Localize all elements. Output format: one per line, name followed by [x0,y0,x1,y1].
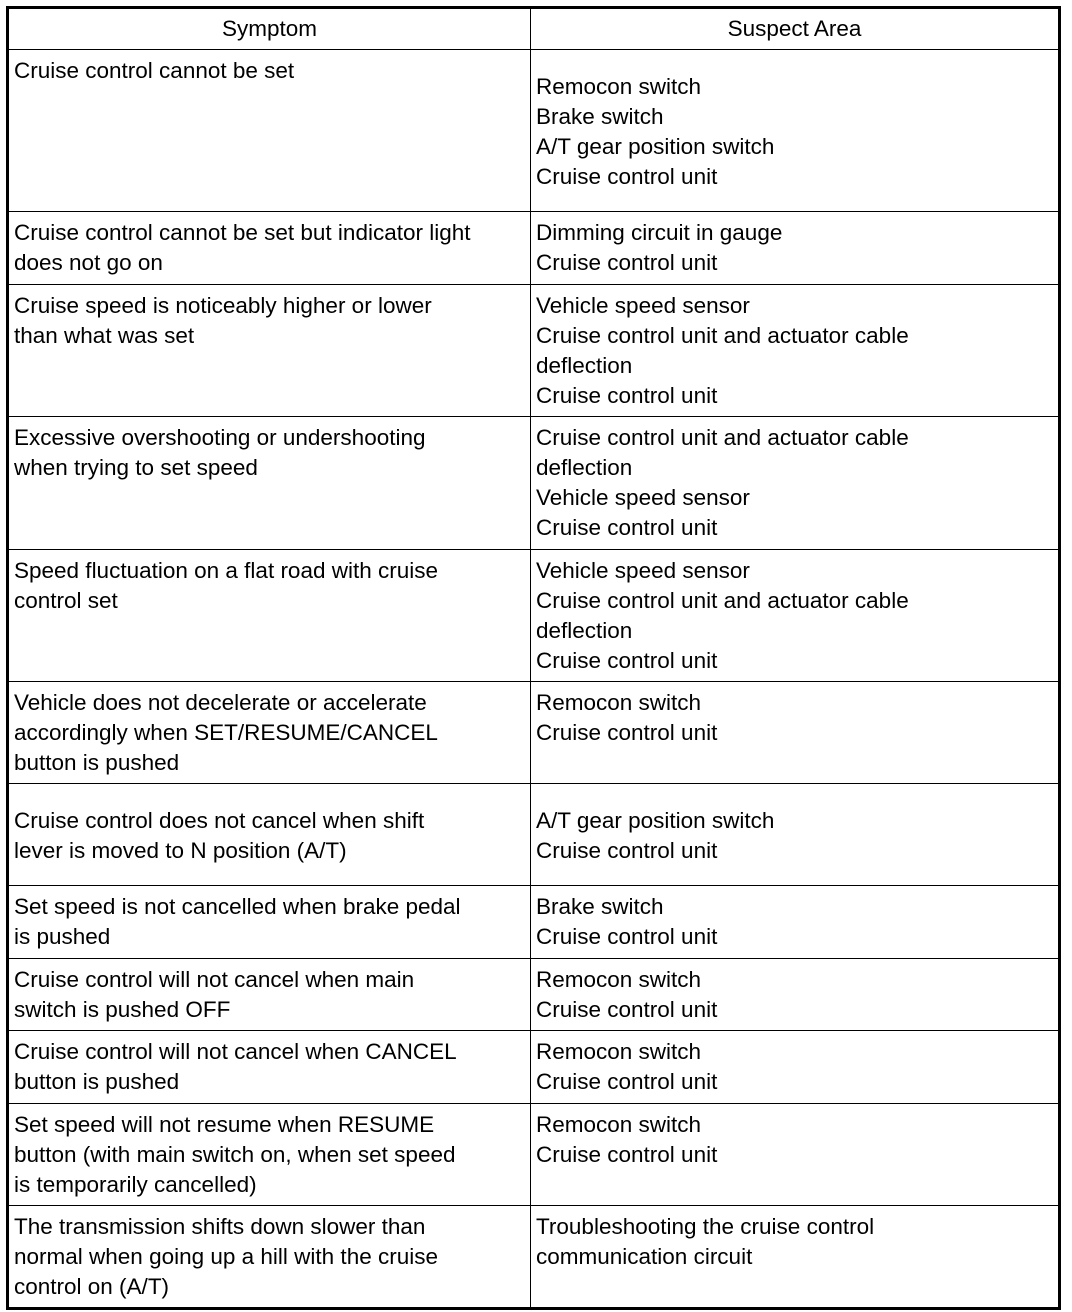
suspect-area-line: A/T gear position switch [536,808,775,833]
suspect-area-cell [531,1206,1060,1309]
suspect-area-line: Vehicle speed sensor [536,293,750,318]
suspect-area-line: Cruise control unit [536,250,718,275]
suspect-area-line: Cruise control unit [536,720,718,745]
suspect-area-cell [531,1031,1060,1104]
suspect-area-line: Cruise control unit and actuator cable [536,323,909,348]
symptom-line: Set speed is not cancelled when brake pedal [14,894,461,919]
suspect-area-line: Vehicle speed sensor [536,558,750,583]
suspect-area-cell [531,417,1060,550]
suspect-area-line: Cruise control unit [536,515,718,540]
suspect-area-line: Cruise control unit and actuator cable [536,588,909,613]
symptom-line: normal when going up a hill with the cruise [14,1244,438,1269]
suspect-area-line: Remocon switch [536,1039,702,1064]
table-body [8,50,1060,1309]
suspect-area-line: deflection [536,455,633,480]
symptom-line: Cruise control cannot be set but indicator light [14,220,471,245]
troubleshooting-table [6,6,1061,1310]
table-row [8,550,1060,682]
header-symptom: Symptom [8,8,531,50]
table-row [8,1206,1060,1309]
suspect-area-line: Cruise control unit [536,164,718,189]
symptom-cell [8,285,531,417]
suspect-area-line: Remocon switch [536,967,702,992]
symptom-line: Cruise control cannot be set [14,58,295,83]
suspect-area-line: Troubleshooting the cruise control [536,1214,875,1239]
symptom-cell [8,886,531,959]
table-row [8,886,1060,959]
symptom-cell [8,550,531,682]
symptom-cell [8,212,531,285]
header-row [8,8,1060,50]
suspect-area-line: Remocon switch [536,690,702,715]
symptom-line: control on (A/T) [14,1274,170,1299]
suspect-area-cell [531,550,1060,682]
table-row [8,212,1060,285]
suspect-area-line: A/T gear position switch [536,134,775,159]
symptom-line: The transmission shifts down slower than [14,1214,426,1239]
symptom-line: control set [14,588,118,613]
symptom-line: Excessive overshooting or undershooting [14,425,426,450]
symptom-line: lever is moved to N position (A/T) [14,838,347,863]
suspect-area-line: communication circuit [536,1244,753,1269]
table-row [8,50,1060,212]
symptom-line: when trying to set speed [14,455,258,480]
symptom-cell [8,1104,531,1206]
symptom-line: button (with main switch on, when set speed [14,1142,456,1167]
suspect-area-line: Remocon switch [536,1112,702,1137]
symptom-cell [8,682,531,784]
suspect-area-cell [531,682,1060,784]
suspect-area-cell [531,784,1060,886]
symptom-line: Cruise speed is noticeably higher or lower [14,293,432,318]
suspect-area-line: Brake switch [536,894,664,919]
table-row [8,1104,1060,1206]
suspect-area-line: Cruise control unit [536,648,718,673]
symptom-cell [8,50,531,212]
symptom-line: than what was set [14,323,195,348]
symptom-cell [8,417,531,550]
symptom-line: Cruise control does not cancel when shift [14,808,425,833]
suspect-area-line: deflection [536,353,633,378]
symptom-line: Set speed will not resume when RESUME [14,1112,435,1137]
table-row [8,959,1060,1031]
table-row [8,784,1060,886]
suspect-area-cell [531,886,1060,959]
table-row [8,682,1060,784]
suspect-area-line: Cruise control unit [536,997,718,1022]
symptom-line: button is pushed [14,750,180,775]
symptom-line: is pushed [14,924,111,949]
table-row [8,285,1060,417]
suspect-area-line: Cruise control unit and actuator cable [536,425,909,450]
symptom-line: Vehicle does not decelerate or accelerate [14,690,427,715]
suspect-area-line: Cruise control unit [536,383,718,408]
symptom-cell [8,1031,531,1104]
symptom-line: Speed fluctuation on a flat road with cruise [14,558,439,583]
symptom-cell [8,1206,531,1309]
table-row [8,1031,1060,1104]
symptom-line: does not go on [14,250,163,275]
suspect-area-line: Vehicle speed sensor [536,485,750,510]
suspect-area-line: Brake switch [536,104,664,129]
symptom-line: accordingly when SET/RESUME/CANCEL [14,720,438,745]
symptom-line: Cruise control will not cancel when CANCEL [14,1039,457,1064]
suspect-area-cell [531,959,1060,1031]
symptom-line: is temporarily cancelled) [14,1172,257,1197]
suspect-area-line: Remocon switch [536,74,702,99]
suspect-area-cell [531,212,1060,285]
suspect-area-line: Cruise control unit [536,1142,718,1167]
suspect-area-cell [531,50,1060,212]
symptom-line: switch is pushed OFF [14,997,231,1022]
suspect-area-line: Cruise control unit [536,924,718,949]
suspect-area-line: Cruise control unit [536,838,718,863]
suspect-area-line: Dimming circuit in gauge [536,220,783,245]
suspect-area-cell [531,1104,1060,1206]
suspect-area-cell [531,285,1060,417]
suspect-area-line: deflection [536,618,633,643]
symptom-line: Cruise control will not cancel when main [14,967,415,992]
suspect-area-line: Cruise control unit [536,1069,718,1094]
table-row [8,417,1060,550]
header-suspect-area: Suspect Area [531,8,1060,50]
symptom-cell [8,959,531,1031]
symptom-cell [8,784,531,886]
symptom-line: button is pushed [14,1069,180,1094]
